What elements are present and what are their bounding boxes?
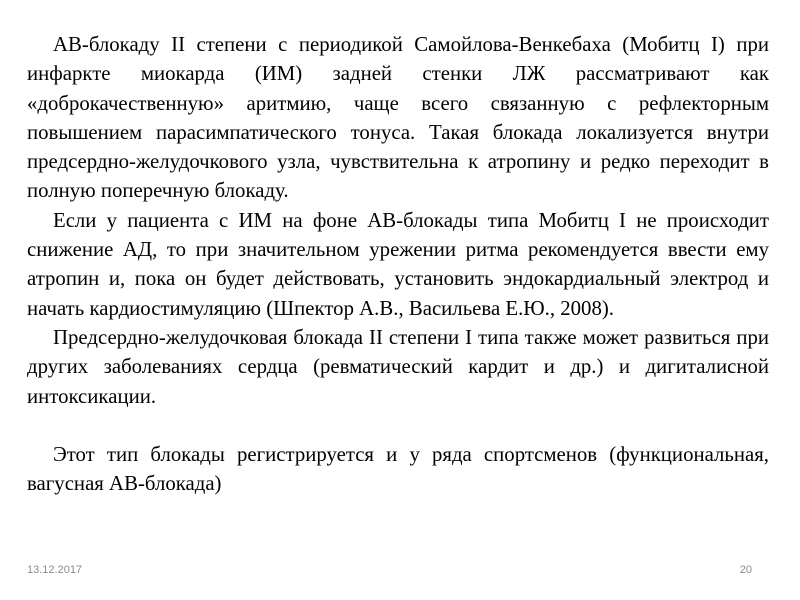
paragraph-atropine-recommendation: Если у пациента с ИМ на фоне АВ-блокады типа Мобитц I не происходит снижение АД, то при значительном урежении ритма рекомендуется ввести ему атропин и, пока он будет действовать, установить эндокардиальный электрод и начать кардиостимуляцию (Шпектор А.В., Васильева Е.Ю., 2008). bbox=[27, 208, 769, 320]
footer-date: 13.12.2017 bbox=[27, 564, 83, 576]
slide-body bbox=[27, 30, 769, 498]
footer-page-number: 20 bbox=[739, 564, 752, 576]
paragraph-athletes: Этот тип блокады регистрируется и у ряда спортсменов (функциональная, вагусная АВ-блокада) bbox=[27, 442, 769, 496]
paragraph-mobitz-i-description: АВ-блокаду II степени с периодикой Самойлова-Венкебаха (Мобитц I) при инфаркте миокарда (ИМ) задней стенки ЛЖ рассматривают как «доброкачественную» аритмию, чаще всего связанную с рефлекторным повышением парасимпатического тонуса. Такая блокада локализуется внутри предсердно-желудочкового узла, чувствительна к атропину и редко переходит в полную поперечную блокаду. bbox=[27, 33, 769, 203]
paragraph-other-diseases: Предсердно-желудочковая блокада II степени I типа также может развиться при других заболеваниях сердца (ревматический кардит и др.) и дигиталисной интоксикации. bbox=[27, 325, 769, 408]
